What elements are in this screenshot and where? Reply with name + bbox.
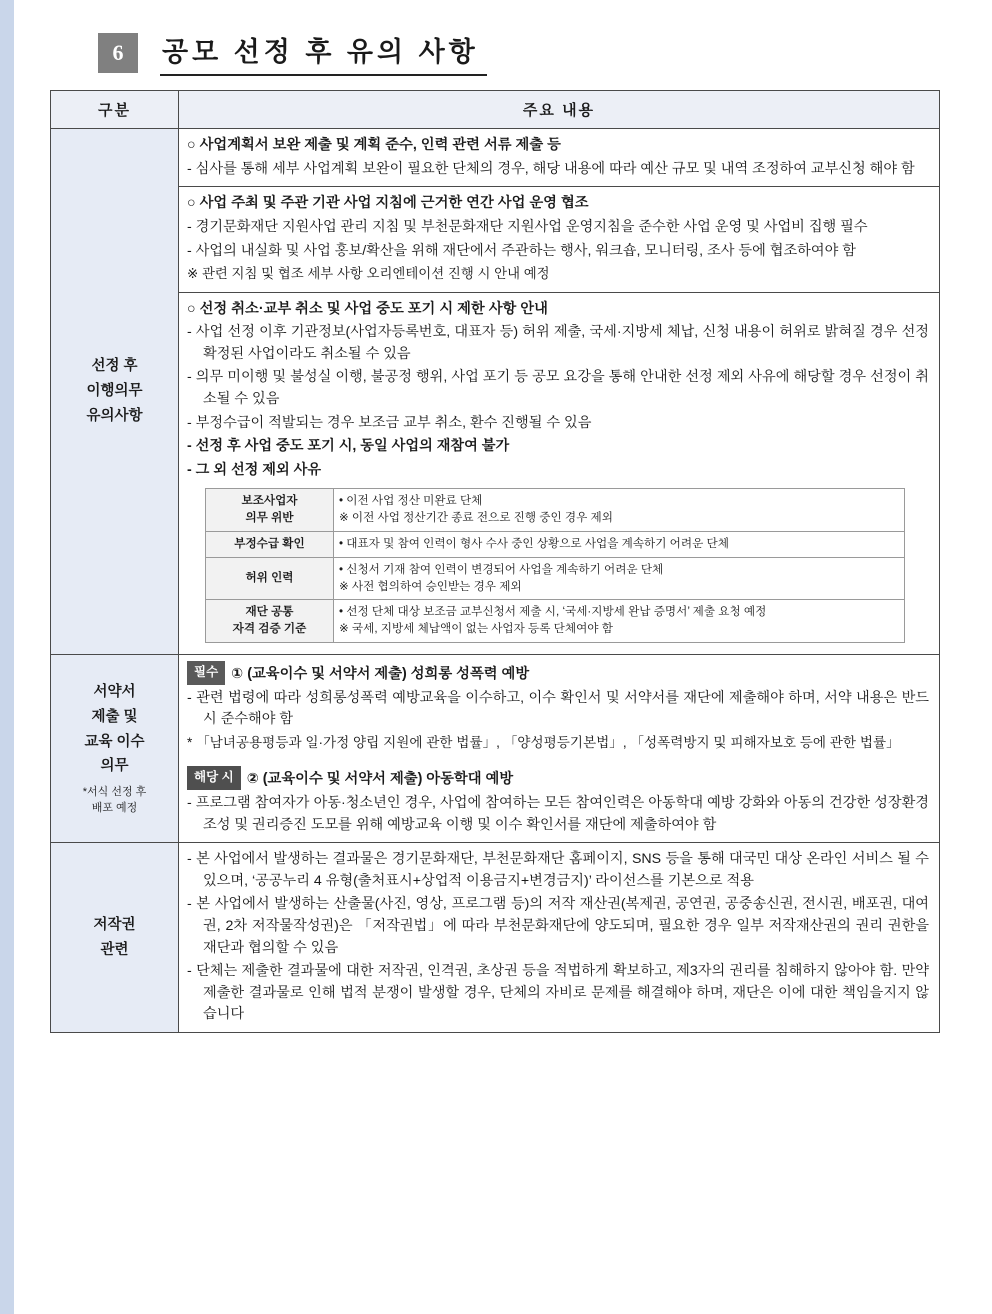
category-subnote [53, 785, 176, 817]
row-category-obligations [51, 129, 179, 655]
table-row [206, 600, 905, 643]
content-block-sexual-harassment [179, 655, 939, 761]
row-category-copyright [51, 843, 179, 1033]
criteria-value [334, 557, 905, 600]
block-item: - 사업 선정 이후 기관정보(사업자등록번호, 대표자 등) 허위 제출, 국세·지방세 체납, 신청 내용이 허위로 밝혀질 경우 선정 확정된 사업이라도 취소될 수 있음 [187, 324, 929, 362]
block-item: - 의무 미이행 및 불성실 이행, 불공정 행위, 사업 포기 등 공모 요강을 통해 안내한 선정 제외 사유에 해당할 경우 선정이 취소될 수 있음 [187, 369, 929, 407]
criteria-key: 부정수급 확인 [206, 531, 334, 557]
criteria-key-line: 의무 위반 [245, 511, 294, 525]
row-content-pledge [179, 654, 940, 842]
category-line: 유의사항 [86, 407, 143, 424]
criteria-value-sub: ※ 국세, 지방세 체납액이 없는 사업자 등록 단체여야 함 [339, 622, 613, 636]
block-item-bold: - 그 외 선정 제외 사유 [187, 461, 322, 478]
block-item: - 경기문화재단 지원사업 관리 지침 및 부천문화재단 지원사업 운영지침을 준수한 사업 운영 및 사업비 집행 필수 [187, 219, 868, 236]
content-block-child-abuse [179, 760, 939, 842]
table-body [51, 129, 940, 1033]
table-row [206, 531, 905, 557]
content-block-cancellation [179, 292, 939, 654]
criteria-key [206, 600, 334, 643]
criteria-value: • 대표자 및 참여 인력이 형사 수사 중인 상황으로 사업을 계속하기 어려운 단체 [334, 531, 905, 557]
criteria-key-line: 재단 공통 [245, 605, 294, 619]
criteria-key-line: 자격 검증 기준 [232, 622, 307, 636]
column-header-content: 주요 내용 [179, 91, 940, 129]
criteria-value [334, 489, 905, 532]
criteria-key: 허위 인력 [206, 557, 334, 600]
block-heading-with-badge [187, 661, 929, 686]
block-item: - 단체는 제출한 결과물에 대한 저작권, 인격권, 초상권 등을 적법하게 확보하고, 제3자의 권리를 침해하지 않아야 함. 만약 제출한 결과물로 인해 법적 분쟁이 발생할 경우, 단체의 자비로 문제를 해결해야 하며, 재단은 이에 대한 책임을지지 않습니다 [187, 963, 929, 1023]
block-item: - 프로그램 참여자가 아동·청소년인 경우, 사업에 참여하는 모든 참여인력은 아동학대 예방 강화와 아동의 건강한 성장환경 조성 및 권리증진 도모를 위해 예방교육 이행 및 이수 확인서를 재단에 제출하여야 함 [187, 795, 929, 833]
table-row [206, 489, 905, 532]
content-block-annual-cooperation [179, 186, 939, 291]
block-heading: ○ 사업계획서 보완 제출 및 계획 준수, 인력 관련 서류 제출 등 [187, 137, 561, 153]
block-item: - 부정수급이 적발되는 경우 보조금 교부 취소, 환수 진행될 수 있음 [187, 414, 592, 431]
content-block-copyright [179, 843, 939, 1032]
section-number-badge: 6 [98, 33, 138, 73]
block-item: - 사업의 내실화 및 사업 홍보/확산을 위해 재단에서 주관하는 행사, 워크숍, 모니터링, 조사 등에 협조하여야 함 [187, 242, 856, 259]
conditional-badge: 해당 시 [187, 766, 241, 790]
block-note: ※ 관련 지침 및 협조 세부 사항 오리엔테이션 진행 시 안내 예정 [187, 266, 550, 282]
category-subnote-line: 배포 예정 [91, 801, 138, 814]
table-row [51, 843, 940, 1033]
table-header-row [51, 91, 940, 129]
block-heading-with-badge [187, 766, 929, 791]
block-item: - 관련 법령에 따라 성희롱성폭력 예방교육을 이수하고, 이수 확인서 및 서약서를 재단에 제출해야 하며, 서약 내용은 반드시 준수해야 함 [187, 689, 929, 728]
block-item: - 본 사업에서 발생하는 산출물(사진, 영상, 프로그램 등)의 저작 재산권(복제권, 공연권, 공중송신권, 전시권, 배포권, 대여권, 2차 저작물작성권)은 「저작권법」에 따라 부천문화재단에 양도되며, 필요한 경우 일부 저작재산권의 권리 권한을 재단과 협의할 수 있음 [187, 896, 929, 956]
category-line: 선정 후 [91, 358, 138, 375]
category-line: 의무 [100, 758, 129, 775]
criteria-value-sub: ※ 사전 협의하여 승인받는 경우 제외 [339, 579, 522, 593]
category-line: 서약서 [93, 684, 136, 701]
row-category-pledge [51, 654, 179, 842]
criteria-value [334, 600, 905, 643]
category-subnote-line: *서식 선정 후 [82, 785, 147, 798]
table-header [51, 91, 940, 129]
category-line: 이행의무 [86, 383, 143, 400]
criteria-value-sub: ※ 이전 사업 정산기간 종료 전으로 진행 중인 경우 제외 [339, 511, 613, 525]
table-row [51, 654, 940, 842]
page-title: 공모 선정 후 유의 사항 [160, 30, 487, 76]
row-content-obligations [179, 129, 940, 655]
row-content-copyright [179, 843, 940, 1033]
block-law-reference: * 「남녀공용평등과 일·가정 양립 지원에 관한 법률」, 「양성평등기본법」, 「성폭력방지 및 피해자보호 등에 관한 법률」 [187, 734, 900, 750]
exclusion-criteria-table [205, 488, 905, 643]
left-margin-bar [0, 0, 14, 1314]
category-line: 저작권 [93, 916, 136, 933]
block-item-bold: - 선정 후 사업 중도 포기 시, 동일 사업의 재참여 불가 [187, 438, 510, 455]
notice-table [50, 90, 940, 1033]
criteria-value-main: • 이전 사업 정산 미완료 단체 [339, 494, 483, 508]
criteria-key [206, 489, 334, 532]
block-item: - 본 사업에서 발생하는 결과물은 경기문화재단, 부천문화재단 홈페이지, SNS 등을 통해 대국민 대상 온라인 서비스 될 수 있으며, ‘공공누리 4 유형(출처표시+상업적 이용금지+변경금지)’ 라이선스를 기본으로 적용 [187, 851, 929, 889]
block-heading-text: ② (교육이수 및 서약서 제출) 아동학대 예방 [246, 771, 514, 788]
block-item: - 심사를 통해 세부 사업계획 보완이 필요한 단체의 경우, 해당 내용에 따라 예산 규모 및 내역 조정하여 교부신청 해야 함 [187, 160, 915, 177]
criteria-key-line: 보조사업자 [241, 494, 298, 508]
table-row [206, 557, 905, 600]
category-line: 관련 [100, 941, 129, 958]
block-heading: ○ 사업 주최 및 주관 기관 사업 지침에 근거한 연간 사업 운영 협조 [187, 195, 589, 212]
table-row [51, 129, 940, 655]
category-line: 교육 이수 [84, 733, 145, 750]
criteria-value-main: • 신청서 기재 참여 인력이 변경되어 사업을 계속하기 어려운 단체 [339, 562, 664, 576]
category-line: 제출 및 [91, 709, 138, 726]
required-badge: 필수 [187, 661, 225, 685]
column-header-gubun: 구분 [51, 91, 179, 129]
block-heading-text: ① (교육이수 및 서약서 제출) 성희롱 성폭력 예방 [231, 665, 530, 682]
criteria-value-main: • 선정 단체 대상 보조금 교부신청서 제출 시, ‘국세·지방세 완납 증명서’ 제출 요청 예정 [339, 605, 767, 619]
exclusion-criteria-body [206, 489, 905, 643]
content-block-plan-submission [179, 129, 939, 186]
block-heading: ○ 선정 취소·교부 취소 및 사업 중도 포기 시 제한 사항 안내 [187, 300, 548, 317]
document-header [98, 30, 964, 76]
